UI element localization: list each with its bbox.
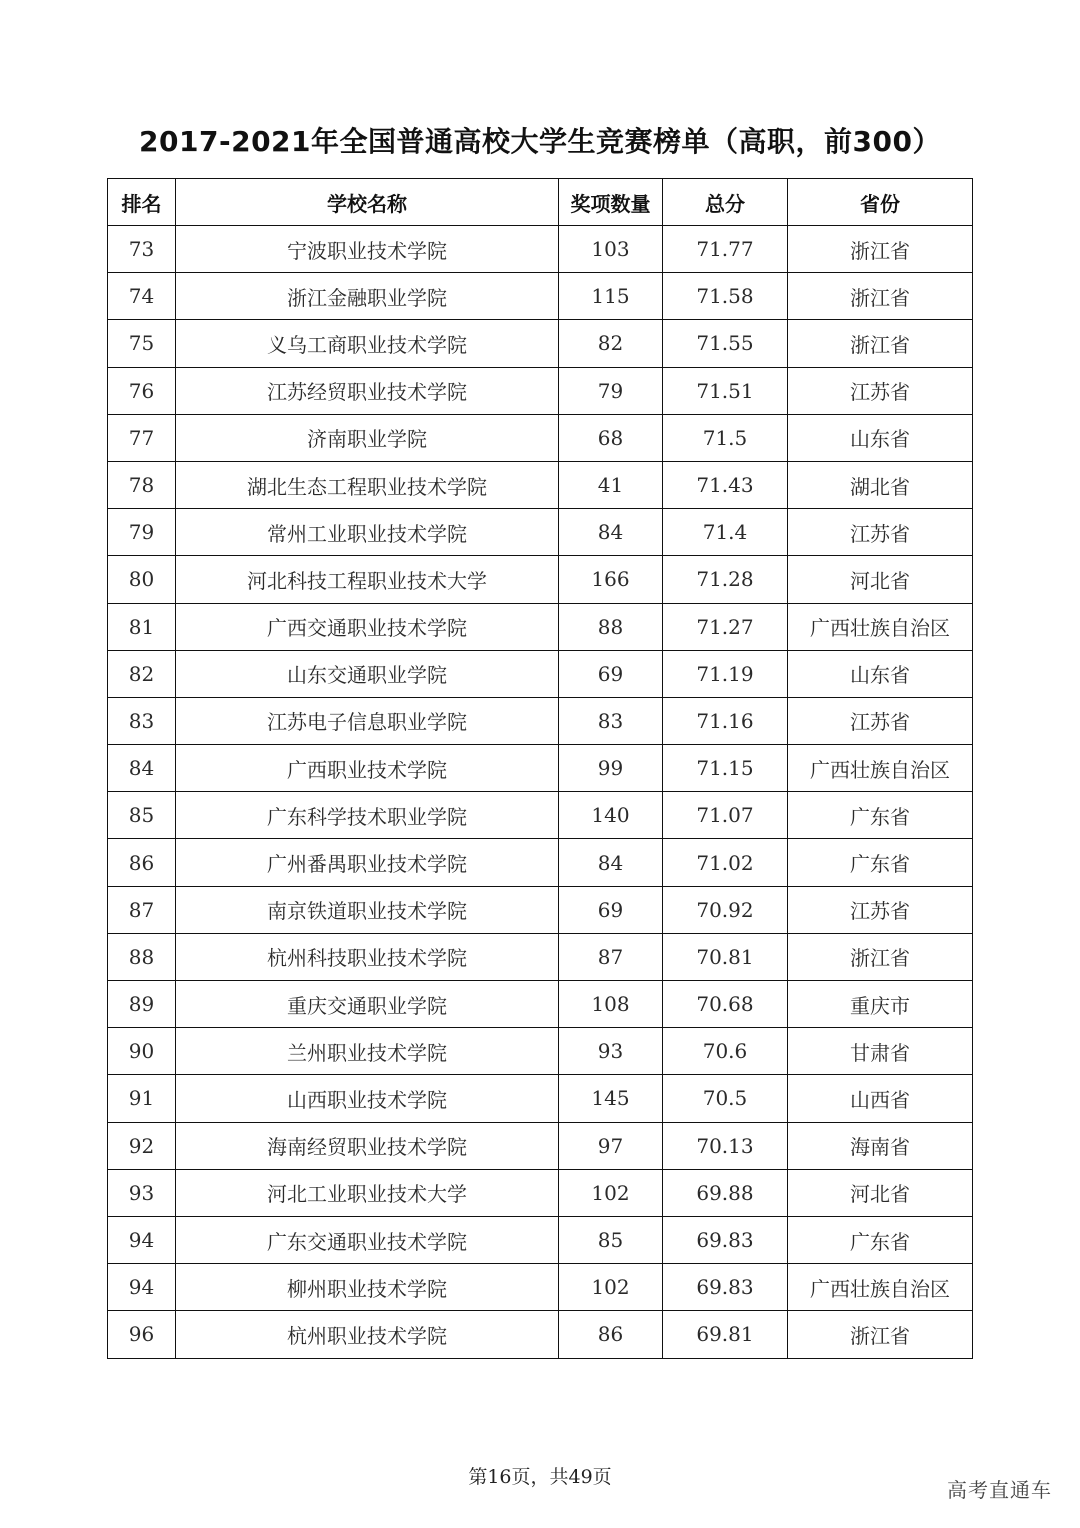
- ranking-table: [107, 178, 973, 1359]
- watermark: 高考直通车: [947, 1478, 1052, 1502]
- total-score-cell: 71.43: [663, 461, 788, 508]
- award-count-cell: 108: [559, 981, 663, 1028]
- award-count-cell: 115: [559, 273, 663, 320]
- total-score-cell: 71.58: [663, 273, 788, 320]
- school-name-cell: 广西交通职业技术学院: [176, 603, 559, 650]
- table-row: [108, 414, 973, 461]
- total-score-cell: 71.27: [663, 603, 788, 650]
- total-score-cell: 69.83: [663, 1264, 788, 1311]
- province-cell: 广西壮族自治区: [788, 745, 973, 792]
- rank-cell: 75: [108, 320, 176, 367]
- rank-cell: 91: [108, 1075, 176, 1122]
- province-cell: 湖北省: [788, 461, 973, 508]
- province-cell: 浙江省: [788, 273, 973, 320]
- award-count-cell: 69: [559, 886, 663, 933]
- school-name-cell: 杭州职业技术学院: [176, 1311, 559, 1358]
- total-score-cell: 71.4: [663, 509, 788, 556]
- table-row: [108, 556, 973, 603]
- award-count-cell: 88: [559, 603, 663, 650]
- school-name-cell: 义乌工商职业技术学院: [176, 320, 559, 367]
- table-row: [108, 745, 973, 792]
- award-count-cell: 79: [559, 367, 663, 414]
- total-score-cell: 71.07: [663, 792, 788, 839]
- header-school-name: 学校名称: [176, 179, 559, 226]
- total-score-cell: 71.02: [663, 839, 788, 886]
- award-count-cell: 166: [559, 556, 663, 603]
- province-cell: 江苏省: [788, 509, 973, 556]
- award-count-cell: 68: [559, 414, 663, 461]
- province-cell: 山东省: [788, 650, 973, 697]
- total-score-cell: 70.6: [663, 1028, 788, 1075]
- rank-cell: 80: [108, 556, 176, 603]
- school-name-cell: 济南职业学院: [176, 414, 559, 461]
- table-row: [108, 367, 973, 414]
- school-name-cell: 山东交通职业学院: [176, 650, 559, 697]
- table-row: [108, 839, 973, 886]
- school-name-cell: 重庆交通职业学院: [176, 981, 559, 1028]
- total-score-cell: 69.81: [663, 1311, 788, 1358]
- rank-cell: 82: [108, 650, 176, 697]
- total-score-cell: 70.92: [663, 886, 788, 933]
- award-count-cell: 86: [559, 1311, 663, 1358]
- rank-cell: 74: [108, 273, 176, 320]
- province-cell: 山西省: [788, 1075, 973, 1122]
- province-cell: 河北省: [788, 556, 973, 603]
- school-name-cell: 江苏经贸职业技术学院: [176, 367, 559, 414]
- rank-cell: 85: [108, 792, 176, 839]
- table-row: [108, 697, 973, 744]
- school-name-cell: 兰州职业技术学院: [176, 1028, 559, 1075]
- award-count-cell: 102: [559, 1169, 663, 1216]
- award-count-cell: 82: [559, 320, 663, 367]
- table-row: [108, 933, 973, 980]
- rank-cell: 77: [108, 414, 176, 461]
- table-row: [108, 1169, 973, 1216]
- school-name-cell: 湖北生态工程职业技术学院: [176, 461, 559, 508]
- total-score-cell: 71.55: [663, 320, 788, 367]
- award-count-cell: 97: [559, 1122, 663, 1169]
- school-name-cell: 柳州职业技术学院: [176, 1264, 559, 1311]
- rank-cell: 76: [108, 367, 176, 414]
- award-count-cell: 69: [559, 650, 663, 697]
- page-number: 第16页，共49页: [468, 1466, 612, 1488]
- rank-cell: 88: [108, 933, 176, 980]
- school-name-cell: 广东交通职业技术学院: [176, 1216, 559, 1263]
- rank-cell: 96: [108, 1311, 176, 1358]
- award-count-cell: 87: [559, 933, 663, 980]
- school-name-cell: 广州番禺职业技术学院: [176, 839, 559, 886]
- award-count-cell: 102: [559, 1264, 663, 1311]
- rank-cell: 78: [108, 461, 176, 508]
- table-header-row: [108, 179, 973, 226]
- header-province: 省份: [788, 179, 973, 226]
- rank-cell: 87: [108, 886, 176, 933]
- province-cell: 江苏省: [788, 697, 973, 744]
- table-row: [108, 603, 973, 650]
- award-count-cell: 103: [559, 226, 663, 273]
- province-cell: 重庆市: [788, 981, 973, 1028]
- school-name-cell: 山西职业技术学院: [176, 1075, 559, 1122]
- table-row: [108, 273, 973, 320]
- rank-cell: 92: [108, 1122, 176, 1169]
- total-score-cell: 71.77: [663, 226, 788, 273]
- school-name-cell: 宁波职业技术学院: [176, 226, 559, 273]
- province-cell: 浙江省: [788, 1311, 973, 1358]
- rank-cell: 86: [108, 839, 176, 886]
- province-cell: 浙江省: [788, 226, 973, 273]
- total-score-cell: 70.81: [663, 933, 788, 980]
- award-count-cell: 85: [559, 1216, 663, 1263]
- province-cell: 广东省: [788, 839, 973, 886]
- school-name-cell: 河北工业职业技术大学: [176, 1169, 559, 1216]
- rank-cell: 90: [108, 1028, 176, 1075]
- table-row: [108, 1028, 973, 1075]
- table-row: [108, 1122, 973, 1169]
- rank-cell: 81: [108, 603, 176, 650]
- province-cell: 甘肃省: [788, 1028, 973, 1075]
- rank-cell: 89: [108, 981, 176, 1028]
- table-row: [108, 320, 973, 367]
- total-score-cell: 71.5: [663, 414, 788, 461]
- province-cell: 山东省: [788, 414, 973, 461]
- table-row: [108, 226, 973, 273]
- rank-cell: 73: [108, 226, 176, 273]
- award-count-cell: 84: [559, 509, 663, 556]
- table-row: [108, 886, 973, 933]
- total-score-cell: 71.16: [663, 697, 788, 744]
- award-count-cell: 99: [559, 745, 663, 792]
- total-score-cell: 71.15: [663, 745, 788, 792]
- total-score-cell: 70.13: [663, 1122, 788, 1169]
- province-cell: 江苏省: [788, 367, 973, 414]
- school-name-cell: 杭州科技职业技术学院: [176, 933, 559, 980]
- total-score-cell: 70.68: [663, 981, 788, 1028]
- table-row: [108, 461, 973, 508]
- table-row: [108, 650, 973, 697]
- table-row: [108, 1264, 973, 1311]
- award-count-cell: 41: [559, 461, 663, 508]
- award-count-cell: 93: [559, 1028, 663, 1075]
- province-cell: 浙江省: [788, 933, 973, 980]
- school-name-cell: 常州工业职业技术学院: [176, 509, 559, 556]
- page-title: 2017-2021年全国普通高校大学生竞赛榜单（高职，前300）: [139, 125, 941, 158]
- school-name-cell: 河北科技工程职业技术大学: [176, 556, 559, 603]
- school-name-cell: 南京铁道职业技术学院: [176, 886, 559, 933]
- province-cell: 江苏省: [788, 886, 973, 933]
- award-count-cell: 145: [559, 1075, 663, 1122]
- school-name-cell: 广东科学技术职业学院: [176, 792, 559, 839]
- table-row: [108, 1311, 973, 1358]
- total-score-cell: 69.83: [663, 1216, 788, 1263]
- table-row: [108, 792, 973, 839]
- award-count-cell: 83: [559, 697, 663, 744]
- province-cell: 广西壮族自治区: [788, 1264, 973, 1311]
- total-score-cell: 70.5: [663, 1075, 788, 1122]
- table-body: [108, 226, 973, 1359]
- school-name-cell: 广西职业技术学院: [176, 745, 559, 792]
- rank-cell: 93: [108, 1169, 176, 1216]
- table-row: [108, 509, 973, 556]
- school-name-cell: 江苏电子信息职业学院: [176, 697, 559, 744]
- school-name-cell: 海南经贸职业技术学院: [176, 1122, 559, 1169]
- rank-cell: 79: [108, 509, 176, 556]
- province-cell: 广东省: [788, 1216, 973, 1263]
- header-total-score: 总分: [663, 179, 788, 226]
- province-cell: 河北省: [788, 1169, 973, 1216]
- table-row: [108, 981, 973, 1028]
- award-count-cell: 140: [559, 792, 663, 839]
- rank-cell: 84: [108, 745, 176, 792]
- rank-cell: 94: [108, 1264, 176, 1311]
- school-name-cell: 浙江金融职业学院: [176, 273, 559, 320]
- total-score-cell: 71.28: [663, 556, 788, 603]
- total-score-cell: 71.51: [663, 367, 788, 414]
- total-score-cell: 71.19: [663, 650, 788, 697]
- table-row: [108, 1216, 973, 1263]
- total-score-cell: 69.88: [663, 1169, 788, 1216]
- table-row: [108, 1075, 973, 1122]
- province-cell: 广西壮族自治区: [788, 603, 973, 650]
- header-award-count: 奖项数量: [559, 179, 663, 226]
- rank-cell: 94: [108, 1216, 176, 1263]
- province-cell: 广东省: [788, 792, 973, 839]
- province-cell: 浙江省: [788, 320, 973, 367]
- province-cell: 海南省: [788, 1122, 973, 1169]
- award-count-cell: 84: [559, 839, 663, 886]
- header-rank: 排名: [108, 179, 176, 226]
- rank-cell: 83: [108, 697, 176, 744]
